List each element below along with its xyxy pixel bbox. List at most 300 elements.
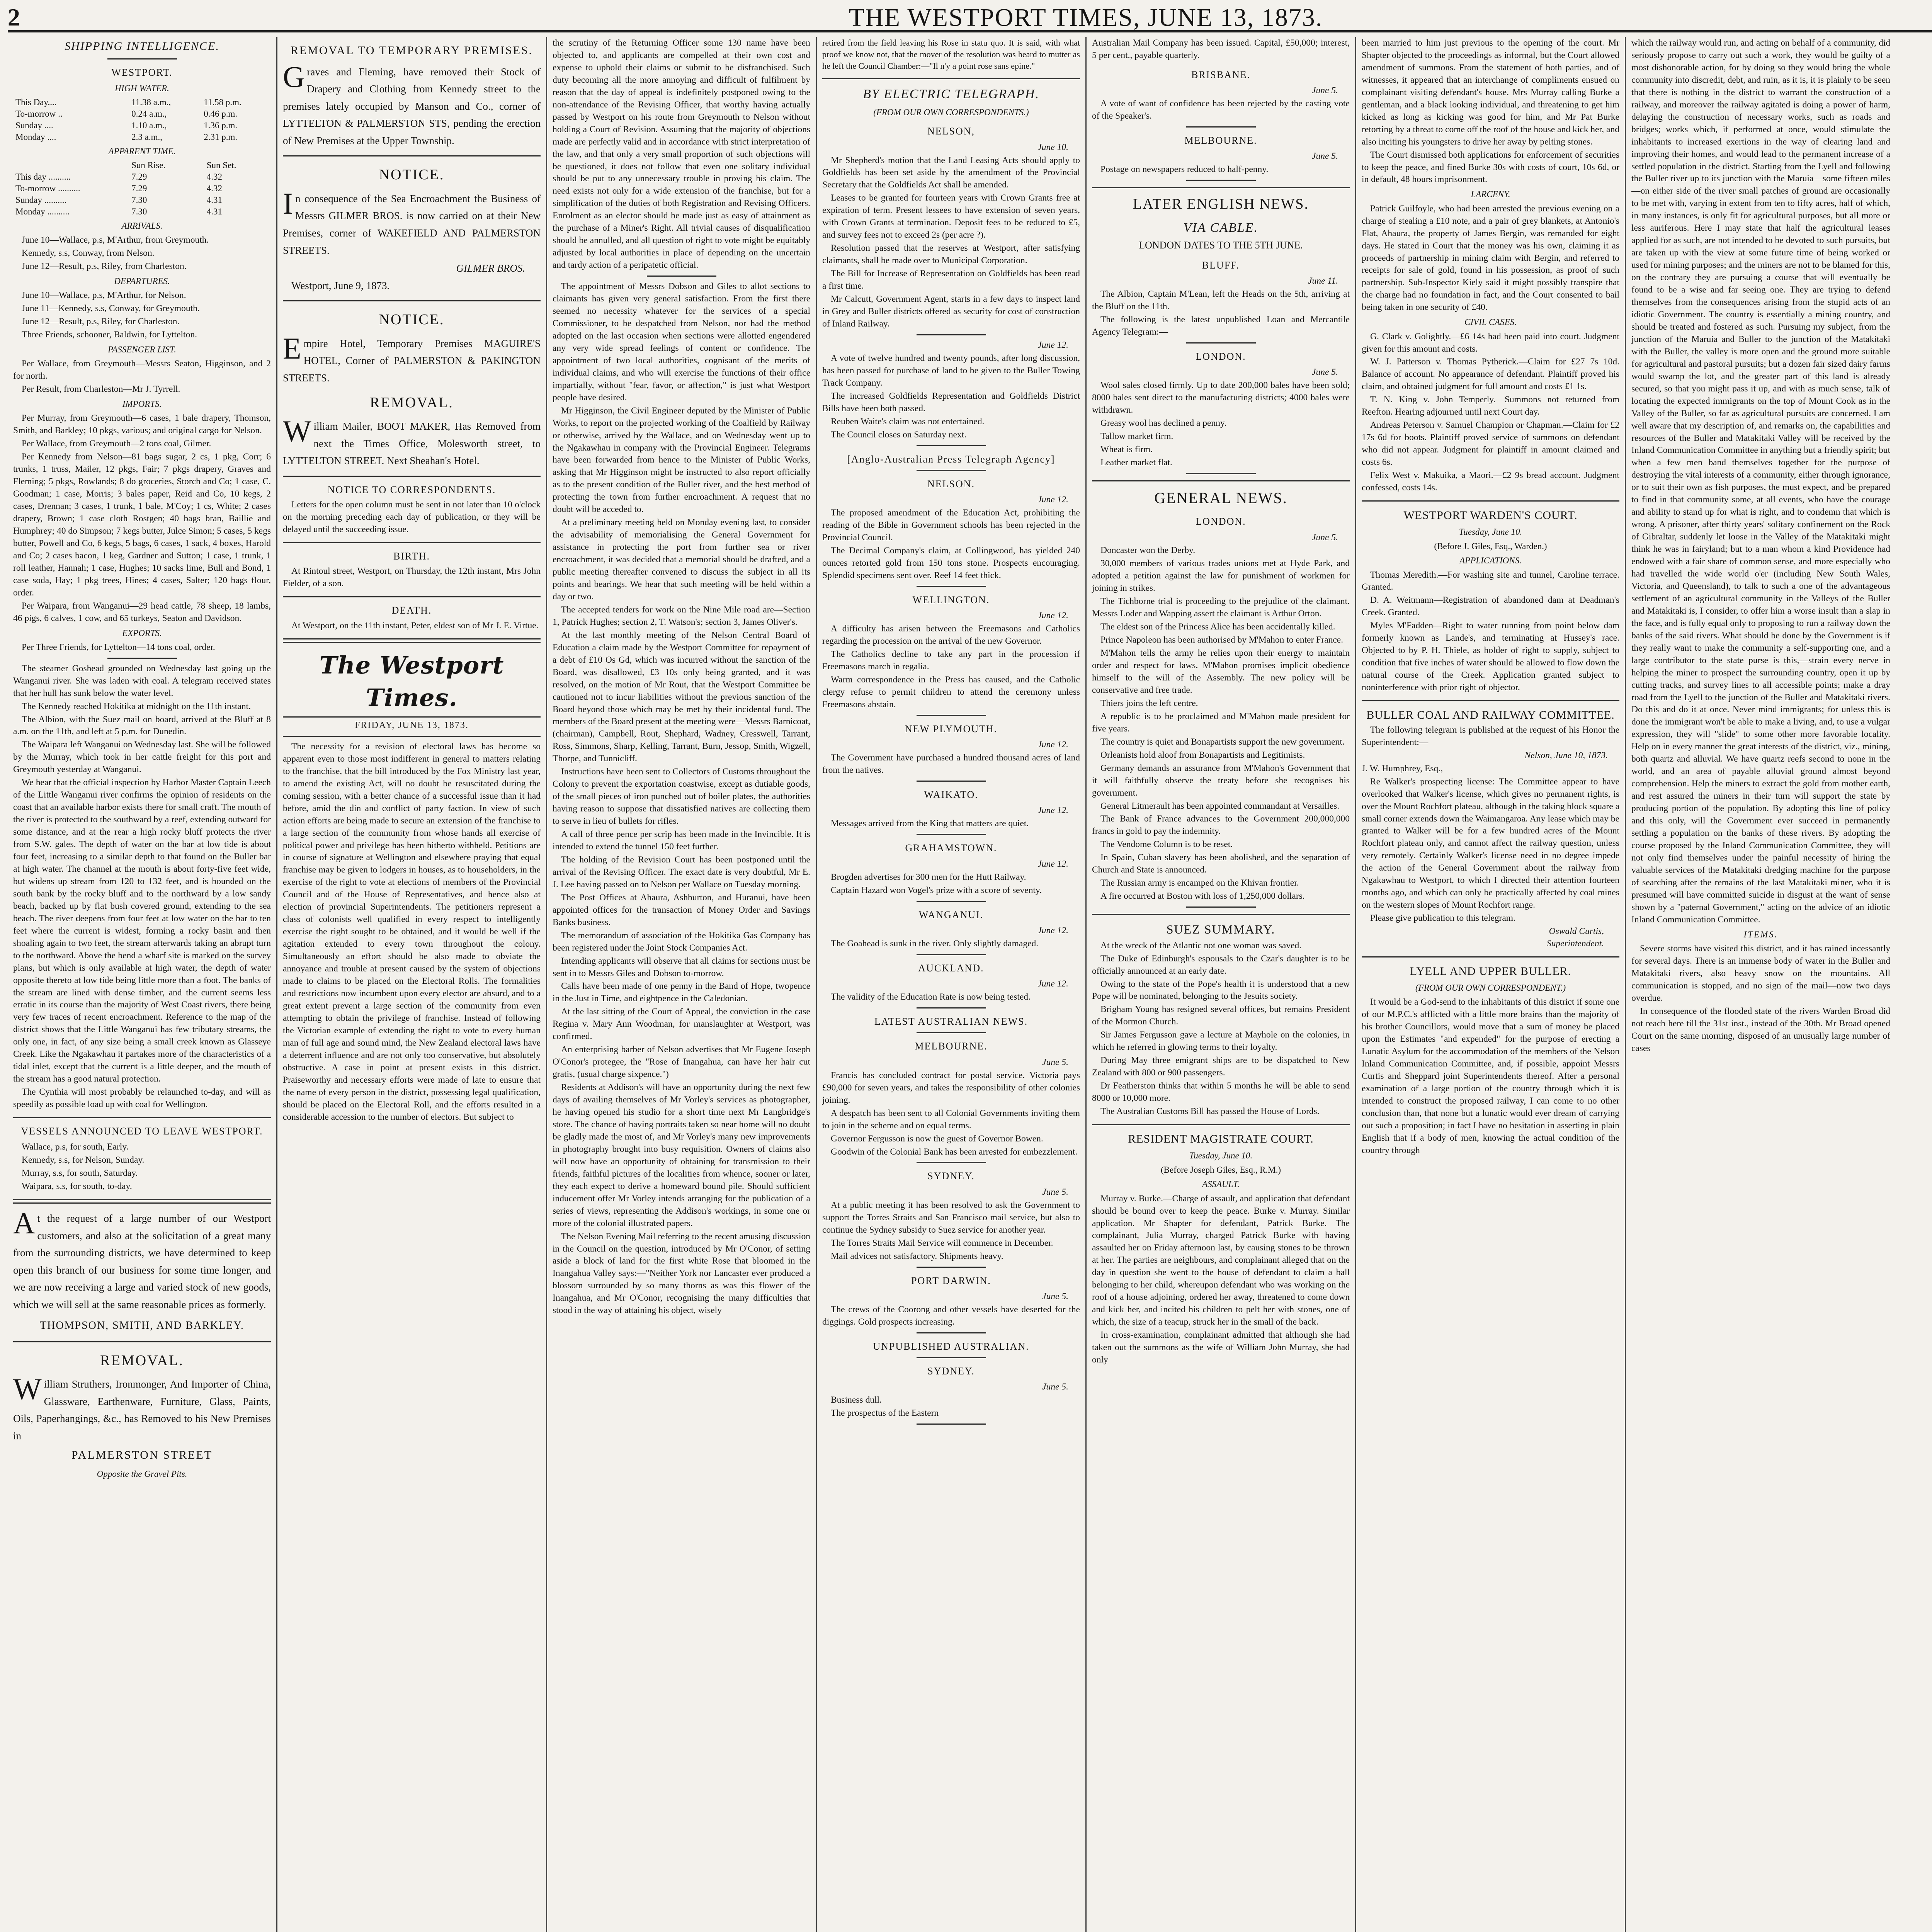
rm-court-heading: RESIDENT MAGISTRATE COURT.: [1128, 1133, 1314, 1146]
dispatch-paragraph: The Torres Straits Mail Service will commence in December.: [831, 1238, 1053, 1248]
divider: [1362, 956, 1619, 957]
dispatch-paragraph: Messages arrived from the King that matters are quiet.: [831, 818, 1029, 829]
dispatch-paragraph: The Catholics decline to take any part in the procession if Freemasons march in regalia.: [822, 649, 1080, 672]
telegraph-sections: [822, 124, 1080, 1425]
divider: [1186, 180, 1256, 181]
dispatch-date: June 12.: [1037, 925, 1068, 935]
telegraph-heading: BY ELECTRIC TELEGRAPH.: [863, 87, 1039, 101]
dispatch-heading: BRISBANE.: [1191, 69, 1251, 80]
departure-item: June 11—Kennedy, s.s, Conway, for Greymouth.: [22, 303, 200, 314]
court-paragraph: Thomas Meredith.—For washing site and tunnel, Caroline terrace. Granted.: [1362, 570, 1619, 592]
dispatch-paragraph: Mr Shepherd's motion that the Land Leasing Acts should apply to Goldfields has been set aside by the amendment of the Provincial Secretary that the Goldfields Act shall be amended.: [822, 155, 1080, 190]
court-paragraph: been married to him just previous to the opening of the court. Mr Shapter objected to the proceedings as informal, but the Court allowed amendment of summons. From the statement of both parties, and of witnesses, it appeared that an interchange of compliments ensued on complainant visiting defendant's house. Mrs Murray calling Burke a gentleman, and a black looking individual, and threatening to get him kicked as long as kicking was good for him, and Mr Pat Burke retorting by a threat to come off the roof of the house and kick her, and also inciting his youngsters to drive her away by pelting stones.: [1362, 38, 1619, 147]
dispatch-heading: [Anglo-Australian Press Telegraph Agency]: [847, 453, 1055, 465]
dispatch-heading: LATEST AUSTRALIAN NEWS.: [874, 1016, 1028, 1027]
dispatch-heading: SYDNEY.: [927, 1366, 975, 1377]
dispatch-paragraph: The Council closes on Saturday next.: [831, 429, 967, 440]
table-cell: To-morrow ..........: [15, 184, 80, 194]
dispatch-heading: WANGANUI.: [918, 909, 984, 920]
divider: [107, 658, 177, 659]
table-header-cell: Sun Set.: [206, 160, 236, 170]
court-paragraph: In cross-examination, complainant admitted that although she had taken out the summons as the wife of William John Murray, she had only: [1092, 1330, 1350, 1365]
dispatch-paragraph: The Bank of France advances to the Government 200,000,000 francs in gold to pay the indemnity.: [1092, 814, 1350, 837]
table-row: [13, 120, 271, 131]
table-cell: 2.31 p.m.: [204, 132, 238, 142]
divider: [917, 901, 986, 902]
birth-body: At Rintoul street, Westport, on Thursday, the 12th instant, Mrs John Fielder, of a son.: [283, 566, 541, 589]
later-news-heading: LATER ENGLISH NEWS.: [1133, 196, 1309, 213]
news-paragraph: At the wreck of the Atlantic not one woman was saved.: [1100, 940, 1302, 951]
dispatch-heading: UNPUBLISHED AUSTRALIAN.: [873, 1340, 1029, 1352]
vessel-item: Wallace, p.s, for south, Early.: [22, 1142, 129, 1152]
sun-table: [13, 160, 271, 217]
news-paragraph: The accepted tenders for work on the Nine Mile road are—Section 1, Patrick Hughes; section 2, T. Watson's; section 3, James Oliver's.: [553, 604, 810, 627]
dispatch-paragraph: Goodwin of the Colonial Bank has been arrested for embezzlement.: [831, 1146, 1078, 1157]
divider: [283, 596, 541, 597]
paper-title: The Westport Times.: [319, 651, 504, 712]
table-cell: 11.58 p.m.: [204, 97, 242, 107]
dispatch-paragraph: Thiers joins the left centre.: [1100, 698, 1198, 708]
court-paragraph: D. A. Weitmann—Registration of abandoned dam at Deadman's Creek. Granted.: [1362, 595, 1619, 618]
news-paragraph: The following telegram is published at the request of his Honor the Superintendent:—: [1362, 724, 1619, 747]
advertisement-title: NOTICE.: [379, 311, 445, 328]
shipping-heading: SHIPPING INTELLIGENCE.: [65, 40, 219, 53]
dispatch-date: June 5.: [1042, 1291, 1068, 1301]
news-paragraph: The Post Offices at Ahaura, Ashburton, and Huranui, have been appointed offices for the transaction of Money Order and Savings Banks business.: [553, 892, 810, 927]
divider: [1186, 473, 1256, 474]
import-item: Per Waipara, from Wanganui—29 head cattle, 78 sheep, 18 lambs, 46 pigs, 6 calves, 1 cow, and 65 turkeys, Seaton and Davidson.: [13, 600, 271, 623]
column-2: [277, 37, 547, 1932]
dispatch-paragraph: The Vendome Column is to be reset.: [1100, 839, 1233, 850]
divider: [917, 445, 986, 446]
news-paragraph: The Duke of Edinburgh's espousals to the Czar's daughter is to be officially announced at an early date.: [1092, 953, 1350, 976]
arrival-item: Kennedy, s.s, Conway, from Nelson.: [22, 248, 155, 258]
dispatch-paragraph: Doncaster won the Derby.: [1100, 545, 1196, 556]
table-cell: Monday ....: [15, 132, 56, 142]
dispatch-date: June 12.: [1037, 859, 1068, 869]
dispatch-paragraph: Brogden advertises for 300 men for the Hutt Railway.: [831, 872, 1026, 882]
table-cell: Sunday ....: [15, 121, 53, 131]
news-paragraph: retired from the field leaving his Rose in statu quo. It is said, with what proof we know not, that the mover of the resolution was heard to mutter as he left the Council Chamber:—"Il n'y a point rose sans epine.": [822, 38, 1080, 71]
correspondents-heading: NOTICE TO CORRESPONDENTS.: [327, 484, 496, 495]
divider: [917, 586, 986, 587]
passenger-item: Per Wallace, from Greymouth—Messrs Seaton, Higginson, and 2 for north.: [13, 359, 271, 381]
news-paragraph: The appointment of Messrs Dobson and Giles to allot sections to claimants has given very general satisfaction. From the first there seemed no necessity whatever for the services of a special Commissioner, to be despatched from Nelson, nor had the method adopted on the last occasion when sections were allotted engendered any very wide spread feelings of content or confidence. The appointment of two local authorities, cognisant of the merits of individual claims, and who will exercise the functions of their office impartially, without "fear, favor, or affection," is just what Westport people have desired.: [553, 281, 810, 403]
table-row: [13, 97, 271, 108]
lyell-subheading: (FROM OUR OWN CORRESPONDENT.): [1415, 983, 1566, 993]
dispatch-heading: LONDON.: [1196, 516, 1246, 527]
dispatch-paragraph: The prospectus of the Eastern: [831, 1408, 939, 1418]
divider: [1186, 342, 1256, 344]
departure-item: Three Friends, schooner, Baldwin, for Lyttelton.: [22, 329, 197, 340]
column-3: [547, 37, 817, 1932]
dispatch-date: June 12.: [1037, 611, 1068, 621]
divider: [283, 476, 541, 477]
dispatch-paragraph: M'Mahon tells the army he relies upon their energy to maintain order and respect for laws. M'Mahon promises implicit obedience himself to the will of the Assembly. The new policy will be conservative and free trade.: [1092, 648, 1350, 695]
dispatch-heading: LONDON.: [1196, 350, 1246, 362]
dispatch-paragraph: The validity of the Education Rate is now being tested.: [831, 992, 1031, 1002]
dispatch-heading: MELBOURNE.: [915, 1041, 988, 1052]
table-cell: 1.10 a.m.,: [131, 121, 167, 131]
table-cell: Monday ..........: [15, 206, 70, 216]
dispatch-date: June 5.: [1042, 1382, 1068, 1392]
dispatch-paragraph: The eldest son of the Princess Alice has been accidentally killed.: [1100, 622, 1335, 632]
table-cell: 7.29: [131, 172, 147, 182]
divider: [917, 1357, 986, 1358]
dispatch-paragraph: A vote of twelve hundred and twenty pounds, after long discussion, has been passed for purchase of land to be given to the Buller Towing Track Company.: [822, 353, 1080, 388]
advertisement-graves: [283, 41, 541, 149]
dispatch-paragraph: The country is quiet and Bonapartists support the new government.: [1100, 736, 1345, 747]
column-4: [817, 37, 1087, 1932]
dispatch-paragraph: Wool sales closed firmly. Up to date 200,000 bales have been sold; 8000 bales sent direct to the manufacturing districts; 4000 bales were withdrawn.: [1092, 380, 1350, 415]
column-5: [1087, 37, 1356, 1932]
news-paragraph: The Cynthia will most probably be relaunched to-day, and will as speedily as possible load up with coal for Wellington.: [13, 1087, 271, 1110]
court-paragraph: W. J. Patterson v. Thomas Pytherick.—Claim for £27 7s 10d. Balance of account. No appearance of defendant. Plaintiff proved his claim, and obtained judgment for full amount and costs £1 1s.: [1362, 357, 1619, 392]
departure-item: June 10—Wallace, p.s, M'Arthur, for Nelson.: [22, 290, 186, 301]
divider: [917, 470, 986, 471]
general-news-heading: GENERAL NEWS.: [1154, 489, 1287, 507]
dispatch-paragraph: Reuben Waite's claim was not entertained.: [831, 416, 985, 427]
advertisement-struthers: [13, 1349, 271, 1481]
news-paragraph: At a preliminary meeting held on Monday evening last, to consider the advisability of memorialising the General Government for assistance in protecting the port from further sea or river encroachment, it was decided that a memorial should be drafted, and a public meeting thereafter convened to discuss the subject in all its points and bearings. We hear that such meeting will be held within a day or two.: [553, 517, 810, 602]
advertisement-signature: GILMER BROS.: [456, 262, 525, 274]
news-paragraph: The Kennedy reached Hokitika at midnight on the 11th instant.: [22, 701, 251, 711]
table-cell: This Day....: [15, 97, 57, 107]
page-number: 2: [8, 3, 20, 31]
news-paragraph: The Nelson Evening Mail referring to the recent amusing discussion in the Council on the question, introduced by Mr O'Conor, of setting aside a block of land for the first white Rose that bloomed in the Inangahua Valley says:—"Neither York nor Lancaster ever produced a blossom surrounded by so many thorns as was this flower of the Inangahua, and Mr O'Conor, recognising the many difficulties that stood in the way of attaining his object, wisely: [553, 1231, 810, 1316]
table-cell: This day ..........: [15, 172, 71, 182]
dispatch-paragraph: The Goahead is sunk in the river. Only slightly damaged.: [831, 938, 1039, 949]
advertisement-title: NOTICE.: [379, 167, 445, 183]
dispatch-paragraph: The Albion, Captain M'Lean, left the Heads on the 5th, arriving at the Bluff on the 11th.: [1092, 289, 1350, 311]
court-paragraph: The Court dismissed both applications for enforcement of securities to keep the peace, and fined Burke 30s with costs of court, 10s 6d, or in default, 48 hours imprisonment.: [1362, 150, 1619, 185]
news-paragraph: Instructions have been sent to Collectors of Customs throughout the Colony to prevent the exportation coastwise, except as dutiable goods, of the small pieces of iron punched out of boiler plates, the authorities having reason to suppose that dissatisfied natives are collecting them to serve in lieu of bullets for rifles.: [553, 767, 810, 827]
divider: [917, 954, 986, 955]
dispatch-paragraph: Business dull.: [831, 1395, 882, 1405]
court-paragraph: Murray v. Burke.—Charge of assault, and application that defendant should be bound over to keep the peace. Burke v. Murray. Similar application. Mr Shapter for defendant, Patrick Burke. The complainant, Julia Murray, charged Patrick Burke with having assaulted her on Friday afternoon last, by causing stones to be thrown at her. The parties are neighbours, and complainant alleged that on the day in question she went to the house of defendant to claim a ball belonging to her child, whereupon defendant who was working on the roof of a house adjoining, ordered her away, threatened to come down and kick her, and incited his children to pelt her with stones, one of which, the size of a teacup, struck her in the small of the back.: [1092, 1193, 1350, 1327]
divider: [917, 1423, 986, 1425]
court-paragraph: Andreas Peterson v. Samuel Champion or Chapman.—Claim for £2 17s 6d for boots. Plaintiff proved service of summons on defendant who did not appear. Judgment for plaintiff in amount claimed and costs 6s.: [1362, 420, 1619, 468]
advertisement-signature: THOMPSON, SMITH, AND BARKLEY.: [40, 1320, 244, 1332]
dispatch-heading: WELLINGTON.: [912, 594, 990, 605]
news-paragraph: During May three emigrant ships are to be dispatched to New Zealand with 800 or 900 passengers.: [1092, 1055, 1350, 1078]
divider: [647, 276, 716, 277]
telegraph-subheading: (FROM OUR OWN CORRESPONDENTS.): [873, 107, 1029, 117]
dispatch-date: June 5.: [1042, 1057, 1068, 1067]
dispatch-paragraph: Postage on newspapers reduced to half-penny.: [1100, 164, 1269, 175]
dispatch-heading: BLUFF.: [1202, 259, 1240, 271]
dispatch-paragraph: The Tichborne trial is proceeding to the prejudice of the claimant. Messrs Loder and Wapping assert the claimant is Arthur Orton.: [1092, 596, 1350, 619]
dispatch-date: June 5.: [1312, 85, 1338, 96]
divider: [917, 334, 986, 335]
table-row: [13, 206, 271, 218]
vessel-item: Murray, s.s, for south, Saturday.: [22, 1168, 138, 1179]
imports-heading: IMPORTS.: [122, 399, 162, 409]
table-cell: To-morrow ..: [15, 109, 63, 119]
table-cell: 4.31: [206, 195, 222, 205]
news-paragraph: Mr Higginson, the Civil Engineer deputed by the Minister of Public Works, to report on the projected working of the Coalfield by Railway or otherwise, arrived by the Wallace, and on Wednesday went up to the Ngakawhau in company with the Provincial Engineer. Telegrams have been forwarded from hence to the Minister of Public Works, asking that Mr Higginson might be instructed to also report officially as to the present condition of the Buller river, and the best method of protecting the town from further encroachment. A request that no doubt will be acceded to.: [553, 405, 810, 515]
dispatch-paragraph: Prince Napoleon has been authorised by M'Mahon to enter France.: [1100, 635, 1344, 645]
items-heading: ITEMS.: [1743, 929, 1778, 939]
london-dates: LONDON DATES TO THE 5TH JUNE.: [1139, 240, 1303, 251]
dispatch-paragraph: Governor Fergusson is now the guest of Governor Bowen.: [831, 1133, 1043, 1144]
import-item: Per Murray, from Greymouth—6 cases, 1 bale drapery, Thomson, Smith, and Barkley; 10 pkgs, various; and original cargo for Nelson.: [13, 413, 271, 436]
advertisement-body: William Struthers, Ironmonger, And Importer of China, Glassware, Earthenware, Furniture, Glass, Paints, Oils, Paperhangings, &c., has Removed to his New Premises in: [13, 1372, 271, 1442]
table-cell: 0.24 a.m.,: [131, 109, 167, 119]
table-header: [13, 160, 271, 171]
advertisement-body: In consequence of the Sea Encroachment the Business of Messrs GILMER BROS. is now carried on at their New Premises, corner of WAKEFIELD AND PALMERSTON STREETS.: [283, 186, 541, 256]
london-section: [1092, 515, 1350, 908]
advertisement-empire-hotel: [283, 308, 541, 386]
news-paragraph: The Albion, with the Suez mail on board, arrived at the Bluff at 8 a.m. on the 11th, and left at 5 p.m. for Dunedin.: [13, 714, 271, 737]
vessels-heading: VESSELS ANNOUNCED TO LEAVE WESTPORT.: [21, 1126, 263, 1137]
arrival-item: June 10—Wallace, p.s, M'Arthur, from Greymouth.: [22, 235, 209, 245]
divider: [107, 58, 177, 60]
dispatch-paragraph: Greasy wool has declined a penny.: [1100, 418, 1227, 428]
death-heading: DEATH.: [391, 605, 432, 616]
arrival-item: June 12—Result, p.s, Riley, from Charleston.: [22, 261, 187, 271]
news-paragraph: Calls have been made of one penny in the Band of Hope, twopence in the Just in Time, and eightpence in the Caledonian.: [553, 981, 810, 1004]
dispatch-paragraph: In Spain, Cuban slavery has been abolished, and the separation of Church and State is announced.: [1092, 852, 1350, 875]
dispatch-date: June 12.: [1037, 340, 1068, 350]
divider: [13, 1341, 271, 1342]
divider: [917, 1162, 986, 1163]
dispatch-heading: NEW PLYMOUTH.: [905, 723, 998, 735]
news-paragraph: Sir James Fergusson gave a lecture at Mayhole on the colonies, in which he referred in glowing terms to their loyalty.: [1092, 1030, 1350, 1053]
advertisement-street: PALMERSTON STREET: [71, 1448, 213, 1461]
departures-heading: DEPARTURES.: [114, 276, 170, 286]
dispatch-paragraph: The Decimal Company's claim, at Collingwood, has yielded 240 ounces retorted gold from 150 tons stone. Prospects encouraging. Splendid specimens sent over. Reef 14 feet thick.: [822, 546, 1080, 580]
dispatch-paragraph: The crews of the Coorong and other vessels have deserted for the diggings. Gold prospects increasing.: [822, 1304, 1080, 1327]
apparent-time-heading: APPARENT TIME.: [108, 146, 176, 156]
assault-heading: ASSAULT.: [1202, 1179, 1240, 1189]
columns: [8, 37, 1932, 1932]
table-cell: Sunday ..........: [15, 195, 67, 205]
dispatch-paragraph: Mail advices not satisfactory. Shipments heavy.: [831, 1251, 1003, 1261]
divider: [283, 155, 541, 156]
dispatch-paragraph: Warm correspondence in the Press has caused, and the Catholic clergy refuse to permit children to attend the ceremony unless Freemasons abstain.: [822, 675, 1080, 709]
port-heading: WESTPORT.: [111, 66, 173, 78]
court-paragraph: Felix West v. Makuika, a Maori.—£2 9s bread account. Judgment confessed, costs 14s.: [1362, 470, 1619, 493]
dispatch-paragraph: A fire occurred at Boston with loss of 1,250,000 dollars.: [1100, 891, 1305, 901]
lyell-heading: LYELL AND UPPER BULLER.: [1410, 965, 1571, 978]
divider: [283, 716, 541, 718]
letter-paragraph: Please give publication to this telegram.: [1370, 913, 1515, 923]
high-water-heading: HIGH WATER.: [115, 83, 169, 94]
table-header-cell: Sun Rise.: [131, 160, 166, 170]
dispatch-date: June 11.: [1308, 276, 1338, 286]
dispatch-heading: MELBOURNE.: [1184, 135, 1257, 146]
exports-heading: EXPORTS.: [122, 628, 162, 638]
paper-date: FRIDAY, JUNE 13, 1873.: [355, 720, 469, 731]
dispatch-paragraph: 30,000 members of various trades unions met at Hyde Park, and adopted a petition against the law for punishment of workmen for joining in strikes.: [1092, 558, 1350, 594]
news-paragraph: At the last monthly meeting of the Nelson Central Board of Education a claim made by the Westport Committee for repayment of a debt of £10 Os Gd, which was incurred without the sanction of the Board, was disallowed, £3 10s only being granted, and it was resolved, on the motion of Mr Rout, that the Westport Committee be cautioned not to incur liabilities without the previous sanction of the Board beyond those which may be met by their incidental fund. The members of the Board present at the meeting were—Messrs Barnicoat, (chairman), Campbell, Rout, Shephard, Wadney, Cresswell, Tarrant, Ross, Simmons, Sharp, Kelling, Tarrant, Burn, Jessop, Smith, Wigzell, Thorpe, and Tunnicliff.: [553, 630, 810, 764]
table-row: [13, 131, 271, 143]
letter-signature: Oswald Curtis,: [1549, 926, 1604, 937]
dispatch-paragraph: The Government have purchased a hundred thousand acres of land from the natives.: [822, 753, 1080, 776]
dispatch-paragraph: The following is the latest unpublished Loan and Mercantile Agency Telegram:—: [1092, 314, 1350, 337]
news-paragraph: An enterprising barber of Nelson advertises that Mr Eugene Joseph O'Conor's protegee, the "Rose of Inangahua, can have her hair cut gratis, (usual charge sixpence."): [553, 1044, 810, 1080]
news-paragraph: Dr Featherston thinks that within 5 months he will be able to send 8000 or 10,000 more.: [1092, 1081, 1350, 1104]
divider: [917, 1007, 986, 1009]
telegraph-sections: [1092, 68, 1350, 181]
vessel-item: Kennedy, s.s, for Nelson, Sunday.: [22, 1155, 145, 1165]
dispatch-paragraph: At a public meeting it has been resolved to ask the Government to support the Torres Straits and San Francisco mail service, but also to continue the Sydney subsidy to Suez service for another year.: [822, 1200, 1080, 1235]
divider: [917, 715, 986, 716]
warden-court-before: (Before J. Giles, Esq., Warden.): [1434, 541, 1547, 551]
dispatch-paragraph: Wheat is firm.: [1100, 444, 1153, 454]
dispatch-paragraph: General Litmerault has been appointed commandant at Versailles.: [1100, 801, 1340, 811]
dispatch-heading: WAIKATO.: [924, 789, 978, 801]
dispatch-paragraph: A difficulty has arisen between the Freemasons and Catholics regarding the procession on the arrival of the new Governor.: [822, 624, 1080, 646]
death-body: At Westport, on the 11th instant, Peter, eldest son of Mr J. E. Virtue.: [291, 620, 539, 631]
letter-paragraph: Re Walker's prospecting license: The Committee appear to have overlooked that Walker's license, which gives no permanent rights, is over the Mount Rochfort plateau, although in the taking block square a small corner extends down the Waimangaroa. Any lease which may be granted to Walker will be for a few hundred acres of the Mount Rochfort plateau only, and cannot affect the railway question, unless very remotely. Certainly Walker's license need in no degree impede the action of the General Government about the railway from Ngakawhau to Westport, to which I directed their attention fourteen months ago, and which can only be practically affected by coal mines on the western slopes of Mount Rochfort range.: [1362, 776, 1619, 910]
news-paragraph: The memorandum of association of the Hokitika Gas Company has been registered under the Joint Stock Companies Act.: [553, 930, 810, 953]
divider: [1362, 500, 1619, 502]
divider: [917, 1032, 986, 1033]
news-paragraph: The Australian Customs Bill has passed the House of Lords.: [1100, 1106, 1320, 1117]
divider: [283, 638, 541, 643]
dispatch-paragraph: The Russian army is encamped on the Khivan frontier.: [1100, 878, 1299, 888]
passenger-list-heading: PASSENGER LIST.: [108, 344, 176, 354]
divider: [13, 1117, 271, 1118]
advertisement-body: Graves and Fleming, have removed their Stock of Drapery and Clothing from Kennedy street to the premises lately occupied by Manson and Co., corner of LYTTELTON & PALMERSTON STS, pending the erection of New Premises at the Upper Township.: [283, 60, 541, 146]
table-cell: 4.32: [206, 172, 222, 182]
bluff-section: [1092, 259, 1350, 344]
advertisement-title: REMOVAL.: [100, 1352, 184, 1369]
dispatch-heading: GRAHAMSTOWN.: [905, 842, 997, 854]
divider: [283, 542, 541, 543]
advertisement-tail: Opposite the Gravel Pits.: [97, 1469, 187, 1479]
news-paragraph: which the railway would run, and acting on behalf of a community, did seriously propose to carry out such a work, they would be guilty of a most dishonorable action, for by doing so they would bring the whole community into discredit, debt, and ruin, as it is, it is plainly to be seen that there is nothing in the district to warrant the construction of a railway, and moreover the railway agitated is doing a power of harm, delaying the construction of necessary works, such as roads and bridges; works which, if performed at once, would stimulate the inhabitants to increased exertions in the way of clearing land and improving their homes, and would lead to the permanent increase of a settled population in the district. Starting from the Lyell and following the Buller river up to its junction with the Maruia—some fifteen miles—on either side of the river small patches of ground are occasionally to be met with, varying in extent from ten to fifty acres, half of which, in many instances, is only fit for agricultural purposes, but all more or less auriferous. Here I may state that half the agricultural leases applied for as such, are not intended to be devoted to such pursuits, but are taken up with the view at some future time of being worked or used for mining purposes; and the miners are not to be blamed for this, on the contrary they are pursuing a course that will eventually be found to be a wise and far seeing one. They are trying to defend themselves from the consequences arising from the stupid acts of an idiotic Government. The country is essentially a mining country, and should be treated and fostered as such. Pursuing my subject, from the junction of the Maruia and Buller to the junction of the Matakitaki with the Buller, the valley is more open and the ground more suitable for agricultural and pastoral pursuits; but a dozen fair sized dairy farms would swamp the lot, and the greater part of this land is already secured, so that you might pass it up, and with as much sense, talk of locating the expected immigrants on the top of Mount Cook as in the Valley of the Buller, so far as agricultural pursuits are concerned. I am well aware that my description of, and remarks on, the capabilities and resources of the Buller and Matakitaki Valley will be received by the Inland Communication Committee in anything but a friendly spirit; but when a few men band themselves together for the purpose of destroying the vital interests of a community, either through ignorance, or to suit their own as fish purposes, the must expect, and be prepared to find in that community some, at all events, who have the courage and ability to stand up for what is right, and to condemn that which is wrong. A prisoner, after thirty years' solitary confinement on the Rock of Gibraltar, suddenly let loose in the Valley of the Matakitaki might think he was in fairyland; but to a man whom a kind Providence had endowed with a fair share of common sense, and more especially who had travelled the wide world o'er (including New South Wales, Victoria, and Queensland), to talk to such a one of the advantageous settlement of an agricultural community in the Valleys of the Buller and Matakitaki is, I consider, to offer him a worse insult than a slap in the face, and is fully equal only to proposing to run a railway down the banks of the said rivers. What should be done by the Government is if they really want to make the community a self-supporting one, and a large contributor to the state purse is this,—strain every nerve in helping the miner to prospect the surrounding country, open it up by cutting tracks, and survey lines to all accessible points; make a dray road from the Lyell to the junction of the Buller and Matakitaki rivers. Do this and do it at once. Never mind immigrants; for unless this is done the immigrant won't be able to make a living, and, to use a vulgar expression, they will "slide" to some other more favorable locality. Help on in every manner the great interests of the district, viz., mining, both quartz and alluvial. We have quartz reefs second to none in the world, and an area of payable alluvial ground almost beyond comprehension. Help the miners to extract the gold from mother earth, and rest assured the miners in their turn will support the state by producing portion of the population. By adopting this line of policy and this only, will the Government ever succeed in permanently settling a population on the banks of these rivers. By adopting the course proposed by the Inland Communication Committee, they will not only find themselves under the painful necessity of hiring the valuable services of the Matakitaki dredging machine for the purpose of searching after the remains of the last Matakitaki miner, who it is presumed will have committed suicide in disgust at the want of sense shown by a "paternal Government," acting on the advice of an idiotic Inland Communication Committee.: [1631, 38, 1890, 925]
advertisement-body: At the request of a large number of our Westport customers, and also at the solicitation of a great many from the surrounding districts, we have determined to keep open this branch of our business for some time longer, and we are now receiving a large and varied stock of new goods, which we will sell at the same reasonable prices as formerly.: [13, 1206, 271, 1310]
import-item: Per Wallace, from Greymouth—2 tons coal, Gilmer.: [22, 439, 211, 449]
via-cable-heading: VIA CABLE.: [1183, 221, 1259, 235]
buller-committee-heading: BULLER COAL AND RAILWAY COMMITTEE.: [1366, 709, 1615, 722]
london-section: [1092, 350, 1350, 474]
letter-dateline: Nelson, June 10, 1873.: [1524, 750, 1608, 760]
news-paragraph: Brigham Young has resigned several offices, but remains President of the Mormon Church.: [1092, 1004, 1350, 1027]
dispatch-heading: SYDNEY.: [927, 1170, 975, 1182]
dispatch-paragraph: The proposed amendment of the Education Act, prohibiting the reading of the Bible in Government schools has been rejected in the Provincial Council.: [822, 508, 1080, 543]
column-6: [1356, 37, 1626, 1932]
divider: [1092, 480, 1350, 481]
divider: [13, 1199, 271, 1204]
dispatch-heading: AUCKLAND.: [918, 962, 984, 974]
letter-addressee: J. W. Humphrey, Esq.,: [1362, 763, 1443, 774]
news-paragraph: Severe storms have visited this district, and it has rained incessantly for several days. There is an immense body of water in the Buller and Matakitaki rivers, also heavy snow on the mountains. All communication is stopped, and no sign of the mail—now two days overdue.: [1631, 943, 1890, 1003]
vessel-item: Waipara, s.s, for south, to-day.: [22, 1181, 132, 1192]
editorial-paragraph: the scrutiny of the Returning Officer some 130 name have been objected to, and applicants are compelled at their own cost and expense to uphold their claims or submit to be disfranchised. Such duty becoming all the more annoying and difficult of fulfilment by reason that the day of appeal is indefinitely postponed owing to the non-attendance of the Revising Officer, that worthy having actually passed by Westport on his route from Greymouth to Nelson without holding a Court of Revision. Assuming that the majority of objections made are perfectly valid and in accordance with strict interpretation of the law, and that only a very small proportion of such objections will be questioned, it does not follow that even one solitary individual should be put to any unnecessary trouble in proving his claim. The need exists not only for a wide extension of the franchise, but for a simplification of the duties of both Registration and Revising Officers. Enrolment as an elector should be made just as easy of attainment as the purchase of a Miner's Right. All trivial causes of disqualification should be annulled, and all question of right to vote might be equitably adjusted by local authorities in place of depending on the uncertain and tardy action of a peripatetic official.: [553, 38, 810, 270]
dispatch-paragraph: Tallow market firm.: [1100, 431, 1173, 441]
dispatch-paragraph: Mr Calcutt, Government Agent, starts in a few days to inspect land in Grey and Buller districts offered as security for cost of construction of Inland Railway.: [822, 294, 1080, 329]
high-water-table: [13, 97, 271, 143]
dispatch-date: June 12.: [1037, 805, 1068, 816]
table-cell: 7.30: [131, 195, 147, 205]
table-cell: 1.36 p.m.: [204, 121, 238, 131]
newspaper-title: THE WESTPORT TIMES, JUNE 13, 1873.: [849, 3, 1323, 32]
rm-court-before: (Before Joseph Giles, Esq., R.M.): [1160, 1165, 1281, 1175]
dispatch-heading: NELSON.: [927, 478, 975, 490]
dispatch-date: June 5.: [1312, 151, 1338, 162]
table-row: [13, 171, 271, 183]
news-paragraph: It would be a God-send to the inhabitants of this district if some one of our M.P.C.'s afflicted with a little more brains than the majority of his brother Councillors, would move that a sum of money be placed upon the Estimates "and expended" for the purpose of erecting a Lunatic Asylum for the accommodation of the members of the Nelson Inland Communication Committee, and, if possible, appoint Messrs Curtis and Sheppard joint Superintendents thereof. After a personal examination of a large portion of the country through which it is intended to construct the proposed railway, I can come to no other conclusion than, that none but a lunatic would ever dream of carrying out such a proposition; in fact I have no hesitation in asserting in plain English that if a body of men, knowing the actual condition of the country through: [1362, 997, 1619, 1155]
applications-heading: APPLICATIONS.: [1459, 556, 1522, 566]
divider: [1186, 906, 1256, 908]
dispatch-paragraph: Leases to be granted for fourteen years with Crown Grants free at expiration of term. Present lessees to have extension of seven years, with Crown Grants at termination. Deposit fees to be reduced to £5, and survey fees not to exceed 2s (per acre ?).: [822, 193, 1080, 240]
dispatch-paragraph: A vote of want of confidence has been rejected by the casting vote of the Speaker's.: [1092, 99, 1350, 121]
table-cell: 7.30: [131, 206, 147, 216]
passenger-item: Per Result, from Charleston—Mr J. Tyrrell.: [22, 384, 180, 395]
dispatch-paragraph: A despatch has been sent to all Colonial Governments inviting them to join in the scheme and on equal terms.: [822, 1108, 1080, 1131]
divider: [1186, 126, 1256, 128]
news-paragraph: Owing to the state of the Pope's health it is understood that a new Pope will be nominated, belonging to the Jesuits society.: [1092, 979, 1350, 1002]
news-paragraph: The steamer Goshead grounded on Wednesday last going up the Wanganui river. She was laden with coal. A telegram received states that her hull has sunk below the water level.: [13, 663, 271, 698]
table-cell: 4.31: [206, 206, 222, 216]
news-paragraph: Residents at Addison's will have an opportunity during the next few days of availing themselves of Mr Vorley's services as photographer, he having opened his studio for a short time next Mr Langbridge's store. The chance of having portraits taken so near home will no doubt be gladly made the most of, and Mr Vorley's many new improvements in photography brought into busy requisition. Owners of claims also will now have an opportunity of obtaining for transmission to their friends, faithful pictures of the localities from whence, sooner or later, they each expect to derive a homeward bound pile. Should sufficient inducement offer Mr Vorley intends arranging for the publication of a series of views, representing the Addison's workings, in some one or more of the colonial illustrated papers.: [553, 1082, 810, 1228]
news-paragraph: Australian Mail Company has been issued. Capital, £50,000; interest, 5 per cent., payable quarterly.: [1092, 38, 1350, 60]
dispatch-paragraph: Orleanists hold aloof from Bonapartists and Legitimists.: [1100, 750, 1305, 760]
dispatch-date: June 12.: [1037, 495, 1068, 505]
advertisement-title: REMOVAL.: [370, 394, 454, 411]
divider: [917, 1332, 986, 1333]
divider: [283, 736, 541, 737]
advertisement-gilmer: [283, 163, 541, 294]
news-paragraph: The holding of the Revision Court has been postponed until the arrival of the Revising Officer. The exact date is very doubtful, Mr E. J. Lee having passed on to Nelson per Wallace on Tuesday morning.: [553, 854, 810, 889]
table-cell: 11.38 a.m.,: [131, 97, 171, 107]
divider: [822, 78, 1080, 79]
civil-cases-heading: CIVIL CASES.: [1464, 317, 1517, 327]
correspondents-body: Letters for the open column must be sent in not later than 10 o'clock on the morning preceding each day of publication, or they will be delayed until the succeeding issue.: [283, 500, 541, 535]
advertisement-date: Westport, June 9, 1873.: [291, 279, 390, 291]
divider: [1362, 700, 1619, 701]
export-item: Per Three Friends, for Lyttelton—14 tons coal, order.: [22, 642, 215, 652]
dispatch-date: June 5.: [1042, 1187, 1068, 1197]
rm-court-date: Tuesday, June 10.: [1189, 1150, 1253, 1160]
letter-signature-title: Superintendent.: [1546, 939, 1604, 949]
dispatch-paragraph: Leather market flat.: [1100, 457, 1172, 468]
dispatch-heading: NELSON,: [927, 126, 975, 137]
table-cell: 4.32: [206, 184, 222, 194]
table-cell: 2.3 a.m.,: [131, 132, 162, 142]
arrivals-heading: ARRIVALS.: [121, 221, 163, 231]
dispatch-paragraph: A republic is to be proclaimed and M'Mahon made president for five years.: [1092, 711, 1350, 734]
news-paragraph: We hear that the official inspection by Harbor Master Captain Leech of the Little Wanganui river confirms the opinion of residents on the coast that an available harbor exists there for small craft. The mouth of the river is protected to the southward by a reef, extending outward for some distance, and at the rear a high rocky bluff protects the river from S.W. gales. The depth of water on the bar at low tide is about four feet, increasing to a similar depth to that found on the Buller bar at high water. The channel at the mouth is about forty-five feet wide, but widens up stream from 120 to 132 feet, and is bounded on the south bank by the rocky bluff and to the northward by a low sandy beach, backed up by flat bush covered ground, extending to the sea beach. The river deepens from four feet at low water on the bar to ten feet where the current is widest, forming a rocky basin and then shoaling again to two feet, the stream afterwards taking an abrupt turn to the northward. Above the bend a wharf site is marked on the survey plans, but which is only available at high water, the depth of water opposite thereto at low tide being little more than a foot. The banks of the stream are lined with dense timber, and the current seems less erratic in its course than the majority of West Coast rivers, there being very few traces of recent encroachment. Reference to the map of the district shows that the Little Wanganui has few tributary streams, the only one, in fact, of any size being a small creek known as Glasseye Creek. Like the Ngakawhau it partakes more of the characteristics of a tidal inlet, except that the current is a little deeper, and the mouth of the stream has a good natural protection.: [13, 777, 271, 1084]
dispatch-paragraph: Francis has concluded contract for postal service. Victoria pays £90,000 for seven years, and takes the responsibility of other colonies joining.: [822, 1070, 1080, 1105]
advertisement-mailer: [283, 391, 541, 469]
news-paragraph: The Waipara left Wanganui on Wednesday last. She will be followed by the Murray, which took in her cattle freight for this port and Greymouth yesterday at Wanganui.: [13, 740, 271, 775]
dispatch-paragraph: Germany demands an assurance from M'Mahon's Government that it will faithfully observe the treaty before she recognises his government.: [1092, 763, 1350, 798]
departure-item: June 12—Result, p.s, Riley, for Charleston.: [22, 316, 180, 327]
suez-heading: SUEZ SUMMARY.: [1166, 922, 1276, 937]
table-cell: 7.29: [131, 184, 147, 194]
divider: [917, 834, 986, 835]
dispatch-paragraph: The Bill for Increase of Representation on Goldfields has been read a first time.: [822, 269, 1080, 291]
news-paragraph: At the last sitting of the Court of Appeal, the conviction in the case Regina v. Mary Ann Woodman, for manslaughter at Westport, was confirmed.: [553, 1007, 810, 1042]
divider: [283, 300, 541, 301]
table-row: [13, 183, 271, 194]
dispatch-paragraph: Resolution passed that the reserves at Westport, after satisfying claimants, shall be made over to Municipal Corporation.: [822, 243, 1080, 266]
dispatch-paragraph: The increased Goldfields Representation and Goldfields District Bills have been both passed.: [822, 391, 1080, 413]
dispatch-date: June 12.: [1037, 979, 1068, 989]
advertisement-title: REMOVAL TO TEMPORARY PREMISES.: [290, 44, 533, 57]
table-row: [13, 108, 271, 120]
court-paragraph: Patrick Guilfoyle, who had been arrested the previous evening on a charge of stealing a £10 note, and a pair of grey blankets, at Antonio's Flat, Ahaura, the property of James Bergin, was remanded for eight days. He stated in Court that the money was his own, claiming it as proceeds of partnership in mining claim with Bergin, and referred to receipts for sale of gold, found in his possession, as proof of such partnership. Sub-Inspector Kiely said it might possibly transpire that the charge had no foundation in fact, and the Court consented to bail being taken in one security of £40.: [1362, 203, 1619, 313]
birth-heading: BIRTH.: [393, 551, 430, 562]
table-cell: 0.46 p.m.: [204, 109, 238, 119]
news-paragraph: A call of three pence per scrip has been made in the Invincible. It is intended to extend the tunnel 150 feet further.: [553, 829, 810, 852]
warden-court-heading: WESTPORT WARDEN'S COURT.: [1403, 509, 1578, 522]
